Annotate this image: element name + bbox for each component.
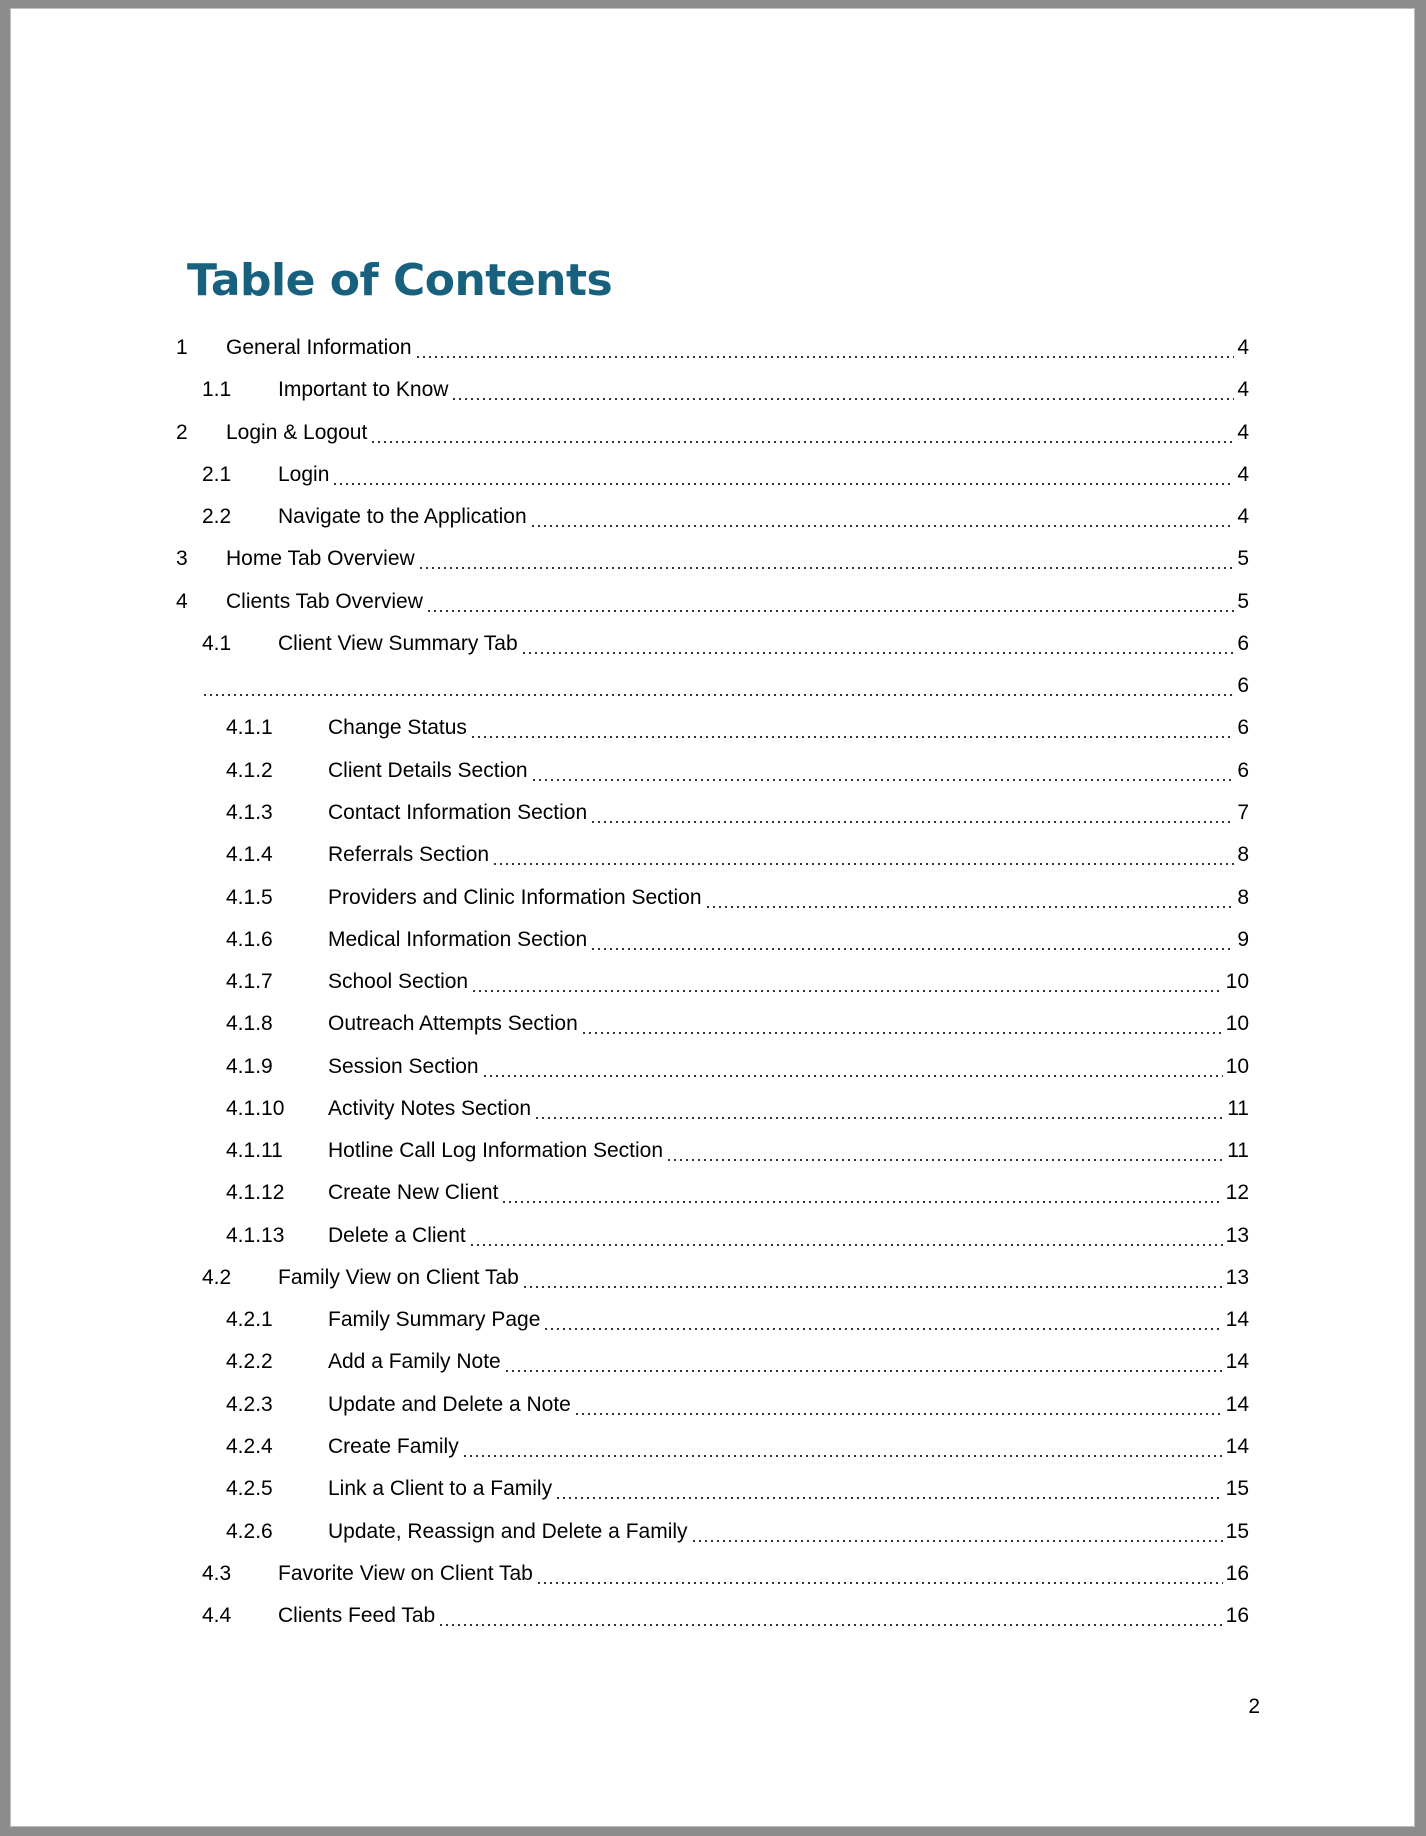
- toc-entry[interactable]: [226, 1003, 1249, 1045]
- toc-entry[interactable]: [202, 1553, 1249, 1595]
- toc-entry-title[interactable]: Outreach Attempts Section: [328, 1012, 578, 1036]
- toc-entry[interactable]: [226, 1046, 1249, 1088]
- toc-entry-page: 9: [1237, 927, 1249, 951]
- dot-leader: [590, 919, 1234, 961]
- toc-entry[interactable]: [226, 1384, 1249, 1426]
- toc-entry[interactable]: [226, 792, 1249, 834]
- toc-entry-page: 6: [1237, 758, 1249, 782]
- dot-leader: [470, 707, 1234, 749]
- toc-entry-number: 4.1.2: [226, 758, 273, 782]
- toc-entry[interactable]: [202, 496, 1249, 538]
- toc-entry[interactable]: [202, 1257, 1249, 1299]
- toc-entry-title[interactable]: General Information: [226, 336, 412, 359]
- toc-entry-number: 4.2: [202, 1265, 232, 1289]
- dot-leader: [543, 1299, 1222, 1341]
- dot-leader: [691, 1511, 1223, 1553]
- document-page: [11, 9, 1414, 1826]
- toc-entry-title[interactable]: Favorite View on Client Tab: [278, 1561, 533, 1585]
- toc-entry-number: 4.1.1: [226, 716, 273, 740]
- dot-leader: [530, 496, 1235, 538]
- toc-entry-page: 5: [1237, 589, 1249, 613]
- toc-entry-number: 4.1.10: [226, 1096, 285, 1120]
- toc-entry-page: 14: [1225, 1350, 1249, 1374]
- toc-entry-page: 12: [1225, 1181, 1249, 1205]
- toc-entry[interactable]: [202, 623, 1249, 665]
- toc-entry[interactable]: [226, 919, 1249, 961]
- dot-leader: [534, 1088, 1224, 1130]
- toc-entry-number: 1: [176, 336, 188, 359]
- toc-entry-page: 13: [1225, 1265, 1249, 1289]
- toc-entry-title[interactable]: Login: [278, 462, 330, 486]
- toc-entry-number: 4.1.9: [226, 1054, 273, 1078]
- toc-entry[interactable]: [226, 1299, 1249, 1341]
- toc-entry-title[interactable]: Family Summary Page: [328, 1308, 541, 1332]
- toc-entry-number: 4.2.6: [226, 1519, 273, 1543]
- toc-entry-page: 6: [1237, 631, 1249, 655]
- toc-entry[interactable]: [226, 1172, 1249, 1214]
- toc-entry-page: 4: [1237, 462, 1249, 486]
- toc-entry[interactable]: [176, 327, 1249, 369]
- toc-entry-page: 14: [1225, 1435, 1249, 1459]
- toc-entry-title[interactable]: Update and Delete a Note: [328, 1392, 571, 1416]
- dot-leader: [418, 538, 1235, 580]
- toc-entry-page: 15: [1225, 1519, 1249, 1543]
- toc-entry-page: 8: [1237, 843, 1249, 867]
- toc-entry-number: 4.1.12: [226, 1181, 285, 1205]
- toc-entry-number: 4.2.1: [226, 1308, 273, 1332]
- toc-entry-title[interactable]: Home Tab Overview: [226, 547, 415, 571]
- toc-entry-page: 4: [1237, 505, 1249, 529]
- dot-leader: [521, 623, 1235, 665]
- toc-entry-page: 4: [1237, 420, 1249, 444]
- toc-entry-title[interactable]: Link a Client to a Family: [328, 1477, 553, 1501]
- toc-entry-number: 4.2.3: [226, 1392, 273, 1416]
- dot-leader: [426, 581, 1234, 623]
- toc-entry-title[interactable]: Create Family: [328, 1435, 459, 1459]
- toc-entry-number: 4.1.7: [226, 970, 273, 994]
- toc-entry[interactable]: [226, 1468, 1249, 1510]
- dot-leader: [415, 327, 1235, 369]
- dot-leader: [462, 1426, 1223, 1468]
- toc-entry-title[interactable]: Providers and Clinic Information Section: [328, 885, 702, 909]
- dot-leader: [590, 792, 1234, 834]
- dot-leader: [581, 1003, 1223, 1045]
- dot-leader: [332, 454, 1234, 496]
- toc-entry[interactable]: [176, 538, 1249, 580]
- toc-entry-title[interactable]: Create New Client: [328, 1181, 499, 1205]
- toc-entry[interactable]: [226, 1130, 1249, 1172]
- toc-entry-number: 4: [176, 589, 188, 613]
- toc-entry-page: 10: [1225, 1012, 1249, 1036]
- toc-entry-number: 4.1.6: [226, 927, 273, 951]
- toc-entry-page: 15: [1225, 1477, 1249, 1501]
- toc-entry-number: 4.2.2: [226, 1350, 273, 1374]
- toc-entry-page: 14: [1225, 1392, 1249, 1416]
- dot-leader: [469, 1215, 1223, 1257]
- toc-entry[interactable]: [226, 1088, 1249, 1130]
- dot-leader: [370, 412, 1234, 454]
- toc-entry[interactable]: [226, 1215, 1249, 1257]
- toc-entry-page: 7: [1237, 800, 1249, 824]
- toc-entry-number: 3: [176, 547, 188, 571]
- toc-entry-page: 10: [1225, 1054, 1249, 1078]
- toc-entry-number: 4.1.5: [226, 885, 273, 909]
- dot-leader: [522, 1257, 1223, 1299]
- toc-entry-number: 4.3: [202, 1561, 232, 1585]
- page-number: 2: [1248, 1695, 1260, 1718]
- dot-leader: [536, 1553, 1223, 1595]
- dot-leader: [492, 834, 1234, 876]
- toc-entry-title[interactable]: Client Details Section: [328, 758, 528, 782]
- toc-entry-title[interactable]: Delete a Client: [328, 1223, 466, 1247]
- toc-entry[interactable]: [202, 454, 1249, 496]
- toc-entry-number: 4.1.11: [226, 1139, 283, 1163]
- toc-entry-title[interactable]: Client View Summary Tab: [278, 631, 518, 655]
- toc-entry-page: 16: [1225, 1561, 1249, 1585]
- toc-entry-number: 4.4: [202, 1604, 232, 1628]
- toc-entry-number: 2.1: [202, 462, 232, 486]
- dot-leader: [705, 877, 1235, 919]
- toc-entry-number: 4.2.5: [226, 1477, 273, 1501]
- toc-entry-number: 1.1: [202, 378, 232, 402]
- toc-entry-number: 2.2: [202, 505, 232, 529]
- toc-entry-page: 14: [1225, 1308, 1249, 1332]
- toc-entry-title[interactable]: Family View on Client Tab: [278, 1265, 519, 1289]
- dot-leader: [482, 1046, 1223, 1088]
- toc-entry-title[interactable]: Activity Notes Section: [328, 1096, 532, 1120]
- dot-leader: [471, 961, 1223, 1003]
- toc-entry[interactable]: [202, 1595, 1249, 1637]
- toc-entry-page: 4: [1237, 336, 1249, 359]
- toc-entry-title[interactable]: Important to Know: [278, 378, 449, 402]
- dot-leader: [451, 369, 1234, 411]
- toc-entry-title[interactable]: School Section: [328, 970, 469, 994]
- toc-entry[interactable]: [226, 961, 1249, 1003]
- toc-entry[interactable]: [176, 581, 1249, 623]
- toc-entry-title[interactable]: Referrals Section: [328, 843, 490, 867]
- toc-entry[interactable]: [226, 750, 1249, 792]
- toc-entry-page: 16: [1225, 1604, 1249, 1628]
- toc-entry-title[interactable]: Clients Tab Overview: [226, 589, 423, 613]
- toc-entry-number: 4.2.4: [226, 1435, 273, 1459]
- dot-leader: [501, 1172, 1222, 1214]
- toc-entry-number: 4.1.13: [226, 1223, 285, 1247]
- toc-entry-title[interactable]: Login & Logout: [226, 420, 368, 444]
- toc-entry-page: 8: [1237, 885, 1249, 909]
- toc-entry-number: 4.1.8: [226, 1012, 273, 1036]
- toc-entry[interactable]: [226, 1511, 1249, 1553]
- dot-leader: [531, 750, 1235, 792]
- toc-entry[interactable]: [226, 707, 1249, 749]
- toc-entry-page: 11: [1227, 1096, 1249, 1120]
- toc-entry-title[interactable]: Hotline Call Log Information Section: [328, 1139, 664, 1163]
- toc-entry[interactable]: [226, 1426, 1249, 1468]
- toc-entry-title[interactable]: Session Section: [328, 1054, 479, 1078]
- toc-entry[interactable]: [226, 834, 1249, 876]
- toc-entry-number: 4.1.4: [226, 843, 273, 867]
- toc-entry-number: 2: [176, 420, 188, 444]
- toc-entry-page: 5: [1237, 547, 1249, 571]
- toc-entry-title[interactable]: Contact Information Section: [328, 800, 588, 824]
- toc-entry[interactable]: [176, 412, 1249, 454]
- toc-entry-page: 4: [1237, 378, 1249, 402]
- toc-entry-page: 6: [1237, 674, 1249, 698]
- toc-entry-title[interactable]: Update, Reassign and Delete a Family: [328, 1519, 688, 1543]
- page-title: Table of Contents: [187, 255, 613, 306]
- toc-entry-page: 10: [1225, 970, 1249, 994]
- toc-entry-page: 13: [1225, 1223, 1249, 1247]
- toc-entry[interactable]: [226, 1341, 1249, 1383]
- dot-leader: [438, 1595, 1222, 1637]
- toc-entry-title[interactable]: Add a Family Note: [328, 1350, 501, 1374]
- dot-leader: [555, 1468, 1223, 1510]
- toc-entry-title[interactable]: Change Status: [328, 716, 467, 740]
- toc-entry-title[interactable]: Navigate to the Application: [278, 505, 527, 529]
- toc-entry-title[interactable]: Medical Information Section: [328, 927, 588, 951]
- dot-leader: [574, 1384, 1223, 1426]
- toc-entry[interactable]: [226, 877, 1249, 919]
- dot-leader: [202, 665, 1234, 707]
- dot-leader: [666, 1130, 1224, 1172]
- toc-entry-title[interactable]: Clients Feed Tab: [278, 1604, 436, 1628]
- toc-entry[interactable]: [202, 369, 1249, 411]
- dot-leader: [504, 1341, 1223, 1383]
- toc-entry-number: 4.1.3: [226, 800, 273, 824]
- toc-entry-page: 6: [1237, 716, 1249, 740]
- toc-entry[interactable]: [202, 665, 1249, 707]
- toc-entry-number: 4.1: [202, 631, 232, 655]
- toc-entry-page: 11: [1227, 1139, 1249, 1163]
